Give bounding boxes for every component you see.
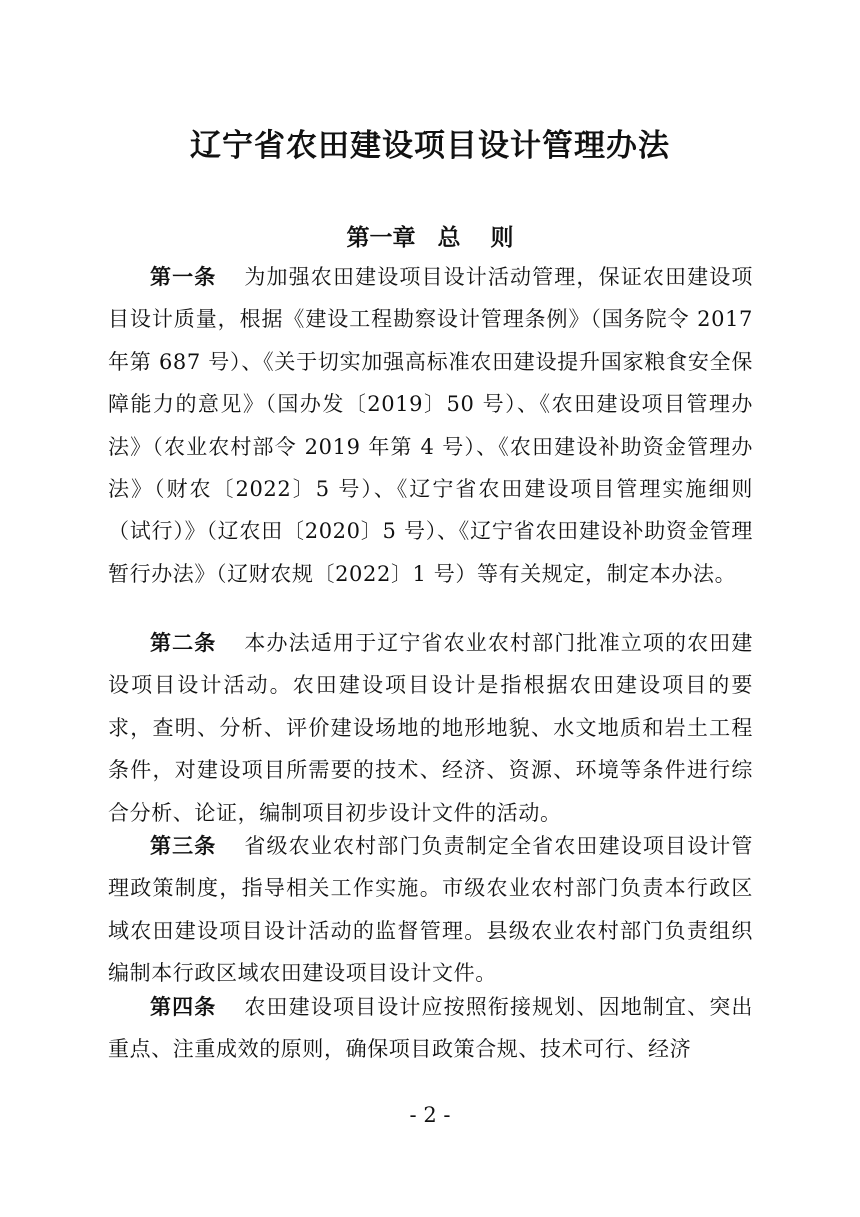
article-text: 省级农业农村部门负责制定全省农田建设项目设计管理政策制度，指导相关工作实施。市级农业农村部门负责本行政区域农田建设项目设计活动的监督管理。县级农业农村部门负责组织编制本行政区域农田建设项目设计文件。 <box>108 834 753 986</box>
chapter-number: 第一章 <box>346 225 416 251</box>
article-text: 为加强农田建设项目设计活动管理，保证农田建设项目设计质量，根据《建设工程勘察设计管理条例》（国务院令 2017 年第 687 号）、《关于切实加强高标准农田建设提升国家粮食安全保障能力的意见》（国办发〔2019〕50 号）、《农田建设项目管理办法》（农业农村部令 2019 年第 4 号）、《农田建设补助资金管理办法》（财农〔2022〕5 号）、《辽宁省农田建设项目管理实施细则（试行）》（辽农田〔2020〕5 号）、《辽宁省农田建设补助资金管理暂行办法》（辽财农规〔2022〕1 号）等有关规定，制定本办法。 <box>108 265 753 586</box>
chapter-heading <box>0 218 860 258</box>
article-text: 本办法适用于辽宁省农业农村部门批准立项的农田建设项目设计活动。农田建设项目设计是指根据农田建设项目的要求，查明、分析、评价建设场地的地形地貌、水文地质和岩土工程条件，对建设项目所需要的技术、经济、资源、环境等条件进行综合分析、论证，编制项目初步设计文件的活动。 <box>108 631 753 825</box>
document-title: 辽宁省农田建设项目设计管理办法 <box>190 128 670 164</box>
article-label: 第四条 <box>150 995 217 1019</box>
article-text: 农田建设项目设计应按照衔接规划、因地制宜、突出重点、注重成效的原则，确保项目政策合规、技术可行、经济 <box>108 995 753 1062</box>
page-number: - 2 - <box>409 1103 451 1127</box>
article-4 <box>108 986 753 1071</box>
article-label: 第一条 <box>150 265 217 289</box>
chapter-name-part2: 则 <box>490 225 514 251</box>
chapter-name-part1: 总 <box>437 225 461 251</box>
article-label: 第三条 <box>150 834 217 858</box>
article-3 <box>108 825 753 995</box>
article-2 <box>108 622 753 834</box>
article-1 <box>108 256 753 595</box>
article-label: 第二条 <box>150 631 217 655</box>
